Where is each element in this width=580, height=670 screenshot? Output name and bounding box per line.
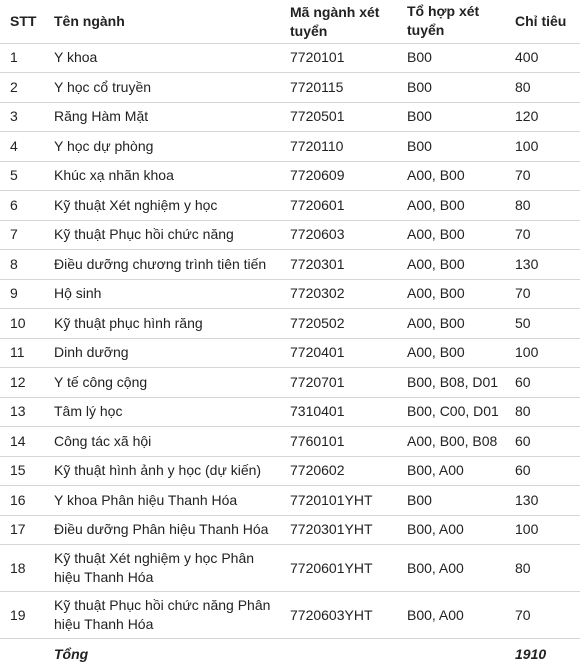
row-stt: 16 [0, 486, 44, 516]
row-stt: 7 [0, 220, 44, 250]
row-stt: 15 [0, 456, 44, 486]
row-quota: 80 [515, 545, 580, 592]
table-body [0, 43, 580, 639]
header-subject-combination: Tổ hợp xét tuyển [397, 0, 515, 43]
row-quota: 400 [515, 43, 580, 73]
total-label: Tổng [44, 639, 280, 670]
row-major-name: Dinh dưỡng [44, 338, 280, 368]
row-subject-combination: B00 [397, 486, 515, 516]
row-subject-combination: A00, B00 [397, 250, 515, 280]
row-stt: 12 [0, 368, 44, 398]
row-major-name: Kỹ thuật Xét nghiệm y học [44, 191, 280, 221]
row-stt: 11 [0, 338, 44, 368]
row-stt: 5 [0, 161, 44, 191]
row-major-code: 7720302 [280, 279, 397, 309]
total-code-cell [280, 639, 397, 670]
row-subject-combination: B00 [397, 43, 515, 73]
row-quota: 70 [515, 279, 580, 309]
row-major-name: Y tế công cộng [44, 368, 280, 398]
row-quota: 80 [515, 191, 580, 221]
row-major-code: 7720609 [280, 161, 397, 191]
row-quota: 60 [515, 427, 580, 457]
row-stt: 18 [0, 545, 44, 592]
row-stt: 4 [0, 132, 44, 162]
row-subject-combination: A00, B00 [397, 220, 515, 250]
table-row [0, 592, 580, 639]
total-combo-cell [397, 639, 515, 670]
row-quota: 100 [515, 132, 580, 162]
row-major-name: Y học dự phòng [44, 132, 280, 162]
table-row [0, 161, 580, 191]
row-major-code: 7720603 [280, 220, 397, 250]
row-major-code: 7720301YHT [280, 515, 397, 545]
row-subject-combination: A00, B00 [397, 279, 515, 309]
total-stt-cell [0, 639, 44, 670]
row-major-code: 7720601 [280, 191, 397, 221]
row-major-code: 7310401 [280, 397, 397, 427]
row-major-code: 7720101 [280, 43, 397, 73]
row-quota: 80 [515, 397, 580, 427]
row-quota: 70 [515, 592, 580, 639]
row-quota: 100 [515, 515, 580, 545]
table-row [0, 132, 580, 162]
table-row [0, 486, 580, 516]
row-major-name: Điều dưỡng Phân hiệu Thanh Hóa [44, 515, 280, 545]
row-stt: 13 [0, 397, 44, 427]
row-stt: 19 [0, 592, 44, 639]
row-stt: 8 [0, 250, 44, 280]
row-major-code: 7720501 [280, 102, 397, 132]
header-quota: Chỉ tiêu [515, 0, 580, 43]
table-row [0, 309, 580, 339]
row-major-code: 7720502 [280, 309, 397, 339]
row-major-name: Y khoa Phân hiệu Thanh Hóa [44, 486, 280, 516]
row-subject-combination: A00, B00 [397, 191, 515, 221]
row-major-code: 7720301 [280, 250, 397, 280]
row-major-name: Khúc xạ nhãn khoa [44, 161, 280, 191]
row-subject-combination: B00, A00 [397, 592, 515, 639]
row-quota: 70 [515, 220, 580, 250]
row-major-name: Răng Hàm Mặt [44, 102, 280, 132]
row-major-name: Tâm lý học [44, 397, 280, 427]
header-stt: STT [0, 0, 44, 43]
row-subject-combination: B00 [397, 102, 515, 132]
row-major-code: 7720601YHT [280, 545, 397, 592]
row-major-code: 7720401 [280, 338, 397, 368]
table-row [0, 191, 580, 221]
row-stt: 1 [0, 43, 44, 73]
row-major-code: 7720701 [280, 368, 397, 398]
row-quota: 130 [515, 486, 580, 516]
table-row [0, 250, 580, 280]
total-row [0, 639, 580, 670]
row-major-name: Kỹ thuật phục hình răng [44, 309, 280, 339]
row-stt: 9 [0, 279, 44, 309]
row-stt: 3 [0, 102, 44, 132]
row-stt: 10 [0, 309, 44, 339]
row-subject-combination: B00 [397, 73, 515, 103]
row-quota: 70 [515, 161, 580, 191]
row-major-name: Y học cổ truyền [44, 73, 280, 103]
table-row [0, 368, 580, 398]
row-subject-combination: B00, B08, D01 [397, 368, 515, 398]
row-stt: 17 [0, 515, 44, 545]
table-row [0, 102, 580, 132]
row-subject-combination: B00, A00 [397, 545, 515, 592]
row-subject-combination: B00, C00, D01 [397, 397, 515, 427]
row-major-code: 7720115 [280, 73, 397, 103]
row-major-name: Hộ sinh [44, 279, 280, 309]
table-row [0, 73, 580, 103]
row-stt: 6 [0, 191, 44, 221]
row-major-name: Y khoa [44, 43, 280, 73]
row-stt: 2 [0, 73, 44, 103]
table-row [0, 515, 580, 545]
header-major-name: Tên ngành [44, 0, 280, 43]
row-subject-combination: A00, B00 [397, 338, 515, 368]
row-major-code: 7760101 [280, 427, 397, 457]
row-major-name: Kỹ thuật Phục hồi chức năng [44, 220, 280, 250]
row-major-name: Kỹ thuật Phục hồi chức năng Phân hiệu Thanh Hóa [44, 592, 280, 639]
row-major-code: 7720110 [280, 132, 397, 162]
row-quota: 60 [515, 368, 580, 398]
table-row [0, 427, 580, 457]
total-quota: 1910 [515, 639, 580, 670]
table-row [0, 279, 580, 309]
row-subject-combination: A00, B00 [397, 161, 515, 191]
row-major-code: 7720602 [280, 456, 397, 486]
row-major-code: 7720603YHT [280, 592, 397, 639]
header-major-code: Mã ngành xét tuyển [280, 0, 397, 43]
row-quota: 80 [515, 73, 580, 103]
row-quota: 130 [515, 250, 580, 280]
table-row [0, 43, 580, 73]
table-row [0, 220, 580, 250]
table-row [0, 338, 580, 368]
row-quota: 100 [515, 338, 580, 368]
row-subject-combination: A00, B00 [397, 309, 515, 339]
row-subject-combination: B00 [397, 132, 515, 162]
table-row [0, 545, 580, 592]
row-stt: 14 [0, 427, 44, 457]
row-major-name: Công tác xã hội [44, 427, 280, 457]
row-quota: 120 [515, 102, 580, 132]
row-major-name: Kỹ thuật hình ảnh y học (dự kiến) [44, 456, 280, 486]
row-major-code: 7720101YHT [280, 486, 397, 516]
row-quota: 60 [515, 456, 580, 486]
table-header-row [0, 0, 580, 43]
row-major-name: Điều dưỡng chương trình tiên tiến [44, 250, 280, 280]
row-major-name: Kỹ thuật Xét nghiệm y học Phân hiệu Thanh Hóa [44, 545, 280, 592]
row-quota: 50 [515, 309, 580, 339]
table-row [0, 456, 580, 486]
row-subject-combination: B00, A00 [397, 515, 515, 545]
table-row [0, 397, 580, 427]
row-subject-combination: A00, B00, B08 [397, 427, 515, 457]
row-subject-combination: B00, A00 [397, 456, 515, 486]
